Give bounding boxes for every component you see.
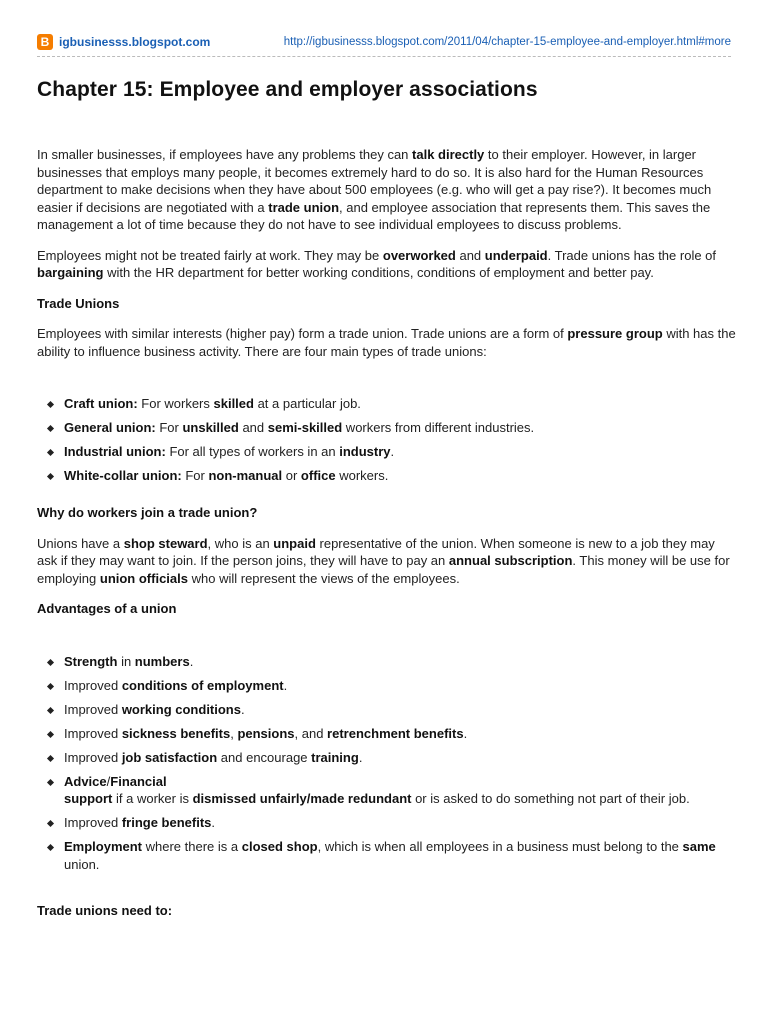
bullet-icon	[47, 706, 54, 713]
site-name: igbusinesss.blogspot.com	[59, 35, 211, 49]
list-item: Improved sickness benefits, pensions, and retrenchment benefits.	[37, 725, 737, 743]
bullet-icon	[47, 778, 54, 785]
site-link[interactable]	[37, 34, 210, 50]
list-item: Employment where there is a closed shop, which is when all employees in a business must belong to the same union.	[37, 838, 737, 873]
list-item: Improved conditions of employment.	[37, 677, 737, 695]
bullet-icon	[47, 730, 54, 737]
article-body	[37, 146, 737, 932]
bullet-icon	[47, 682, 54, 689]
bullet-icon	[47, 401, 54, 408]
list-item: Improved fringe benefits.	[37, 814, 737, 832]
bullet-icon	[47, 820, 54, 827]
intro-paragraph-1: In smaller businesses, if employees have any problems they can talk directly to their employer. However, in larger businesses that employs many people, it becomes extremely hard to do so. It is also hard for the Human Resources department to make decisions when they have about 500 employees (e.g. who will get a pay rise?). It becomes much easier if decisions are negotiated with a trade union, and employee association that represents them. This saves the management a lot of time because they do not have to see individual employees to discuss problems.	[37, 147, 712, 232]
trade-unions-paragraph: Employees with similar interests (higher pay) form a trade union. Trade unions are a form of pressure group with has the ability to influence business activity. There are four main types of trade unions:	[37, 326, 736, 359]
bullet-icon	[47, 425, 54, 432]
bullet-icon	[47, 754, 54, 761]
list-item: Improved job satisfaction and encourage training.	[37, 749, 737, 767]
list-item: White-collar union: For non-manual or office workers.	[37, 467, 737, 485]
bullet-icon	[47, 658, 54, 665]
why-join-paragraph: Unions have a shop steward, who is an unpaid representative of the union. When someone is new to a job they may ask if they may want to join. If the person joins, they will have to pay an annual subscription. This money will be use for employing union officials who will represent the views of the employees.	[37, 535, 730, 586]
list-item: Industrial union: For all types of workers in an industry.	[37, 443, 737, 461]
page-title: Chapter 15: Employee and employer associations	[37, 78, 538, 101]
list-item: Craft union: For workers skilled at a particular job.	[37, 395, 737, 413]
section-heading-need-to: Trade unions need to:	[37, 902, 173, 918]
list-item: General union: For unskilled and semi-skilled workers from different industries.	[37, 419, 737, 437]
bullet-icon	[47, 473, 54, 480]
section-heading-trade-unions: Trade Unions	[37, 295, 120, 311]
section-heading-why-join: Why do workers join a trade union?	[37, 505, 258, 520]
union-types-list	[37, 395, 737, 485]
intro-paragraph-2: Employees might not be treated fairly at work. They may be overworked and underpaid. Trade unions has the role of bargaining with the HR department for better working conditions, conditions of employment and better pay.	[37, 247, 717, 280]
blogger-icon: B	[37, 34, 53, 50]
advantages-list	[37, 653, 737, 874]
list-item: Improved working conditions.	[37, 701, 737, 719]
bullet-icon	[47, 449, 54, 456]
list-item: Advice/Financial support if a worker is dismissed unfairly/made redundant or is asked to do something not part of their job.	[37, 773, 737, 808]
list-item: Strength in numbers.	[37, 653, 737, 671]
page-url-link[interactable]: http://igbusinesss.blogspot.com/2011/04/chapter-15-employee-and-employer.html#more	[283, 36, 731, 48]
bullet-icon	[47, 844, 54, 851]
section-heading-advantages: Advantages of a union	[37, 601, 177, 616]
page-header	[37, 32, 731, 57]
